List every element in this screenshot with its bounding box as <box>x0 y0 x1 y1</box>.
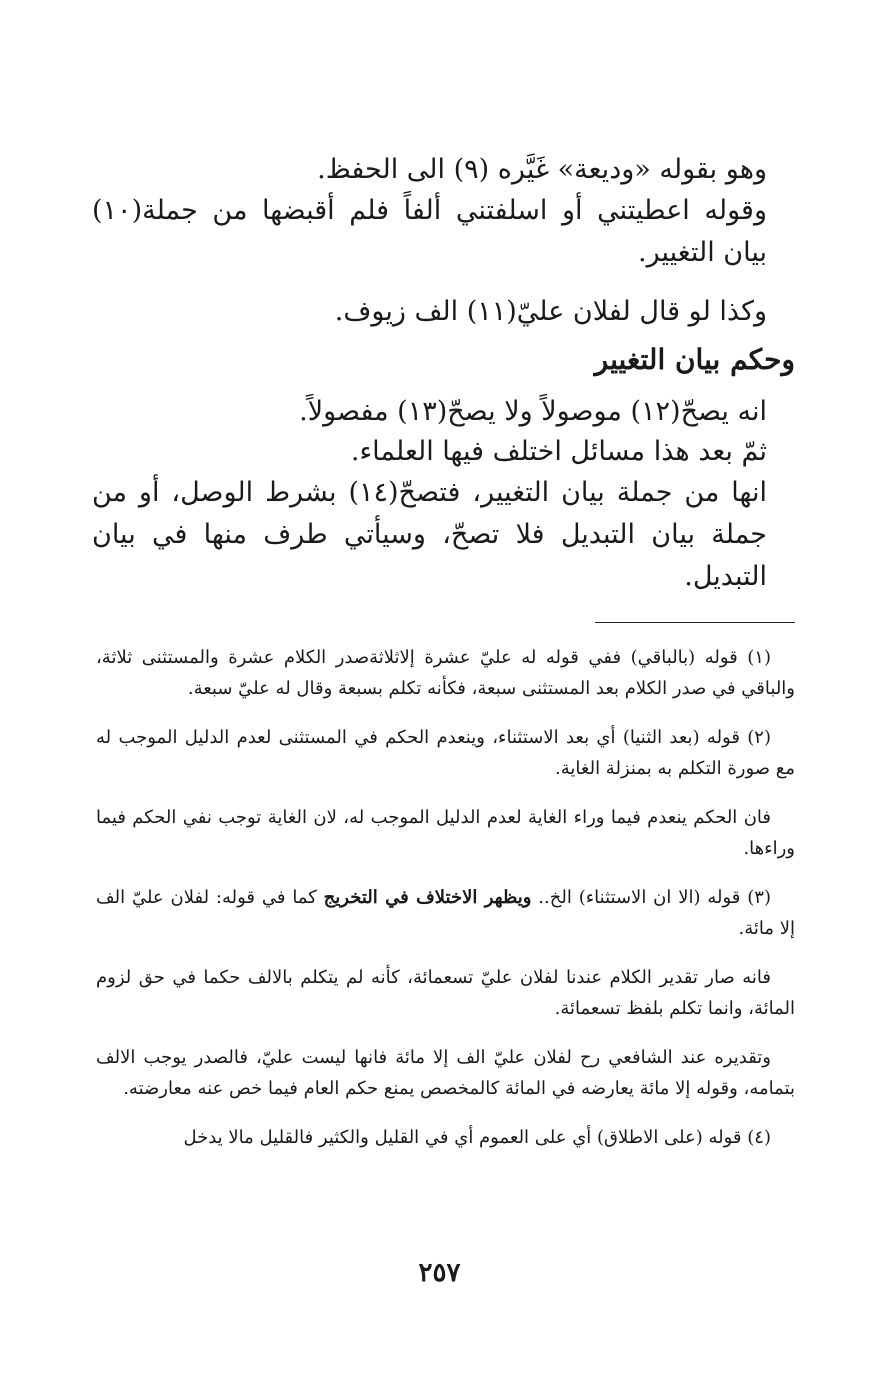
section-heading: وحكم بيان التغيير <box>594 343 795 376</box>
footnote-2b-text: فان الحكم ينعدم فيما وراء الغاية لعدم الدليل الموجب له، لان الغاية توجب نفي الحكم فيما وراءها. <box>96 807 795 859</box>
footnote-1-text: (١) قوله (بالباقي) ففي قوله له عليّ عشرة إلاثلاثةصدر الكلام عشرة والمستثنى ثلاثة، والباقي في صدر الكلام بعد المستثنى سبعة، فكأنه تكلم بسبعة وقال له عليّ سبعة. <box>96 647 795 699</box>
footnote-4 <box>96 1122 795 1153</box>
main-text <box>92 150 795 598</box>
main-paragraph-7: انها من جملة بيان التغيير، فتصحّ(١٤) بشرط الوصل، أو من جملة بيان التبديل فلا تصحّ، وسيأتي طرف منها في بيان التبديل. <box>92 477 767 592</box>
footnote-3-text-b: كما في قوله: لفلان عليّ الف إلا مائة. <box>96 887 795 939</box>
footnotes <box>96 642 795 1171</box>
page-number: ٢٥٧ <box>418 1258 461 1288</box>
footnote-3-continued <box>96 962 795 1024</box>
footnote-3-text-a: (٣) قوله (الا ان الاستثناء) الخ.. <box>531 887 771 908</box>
footnote-2-continued <box>96 802 795 864</box>
footnote-2 <box>96 722 795 784</box>
footnote-2-text: (٢) قوله (بعد الثنيا) أي بعد الاستثناء، وينعدم الحكم في المستثنى لعدم الدليل الموجب له مع صورة التكلم به بمنزلة الغاية. <box>96 727 795 779</box>
main-line-1: وهو بقوله «وديعة» غَيَّره (٩) الى الحفظ. <box>317 154 767 185</box>
footnote-3-bold: ويظهر الاختلاف في التخريج <box>323 887 532 908</box>
main-line-6: ثمّ بعد هذا مسائل اختلف فيها العلماء. <box>350 436 767 467</box>
main-line-3: وكذا لو قال لفلان عليّ(١١) الف زيوف. <box>334 296 767 327</box>
footnote-3b-text: فانه صار تقدير الكلام عندنا لفلان عليّ تسعمائة، كأنه لم يتكلم بالالف حكما في حق لزوم المائة، وانما تكلم بلفظ تسعمائة. <box>96 967 795 1019</box>
footnote-4-text: (٤) قوله (على الاطلاق) أي على العموم أي في القليل والكثير فالقليل مالا يدخل <box>183 1127 771 1148</box>
main-paragraph-2: وقوله اعطيتني أو اسلفتني ألفاً فلم أقبضها من جملة(١٠) بيان التغيير. <box>92 195 767 268</box>
footnote-3c-text: وتقديره عند الشافعي رح لفلان عليّ الف إلا مائة فانها ليست عليّ، فالصدر يوجب الالف بتمامه، وقوله إلا مائة يعارضه في المائة كالمخصص يمنع حكم العام فيما خص عنه معارضته. <box>96 1047 795 1099</box>
main-line-5: انه يصحّ(١٢) موصولاً ولا يصحّ(١٣) مفصولاً. <box>299 396 767 427</box>
footnote-1 <box>96 642 795 704</box>
footnote-3-continued-2 <box>96 1042 795 1104</box>
footnote-separator <box>595 622 795 623</box>
footnote-3 <box>96 882 795 944</box>
